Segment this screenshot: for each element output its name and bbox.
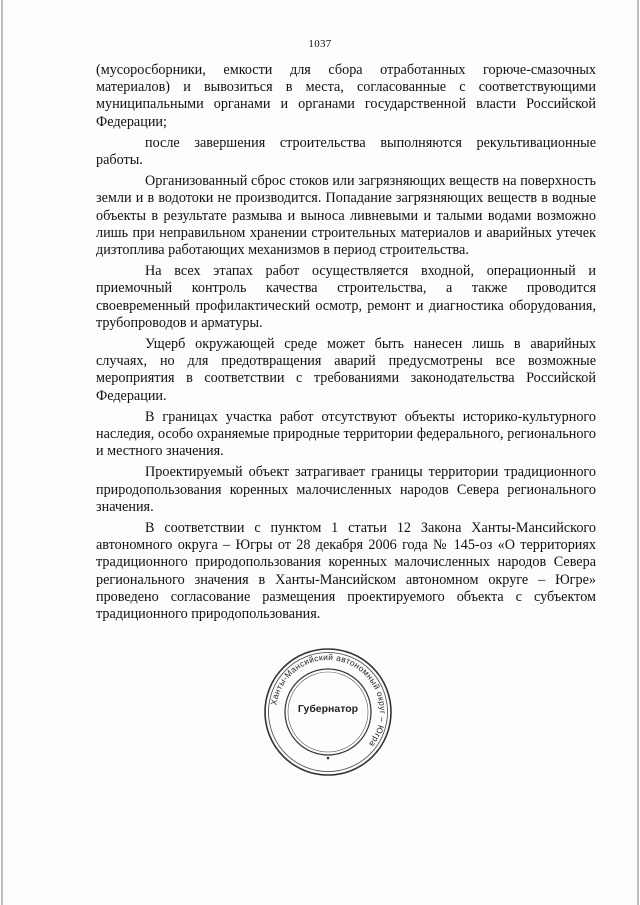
paragraph-6: В границах участка работ отсутствуют объекты историко-культурного наследия, особо охраняемые природные территории федерального, регионального и местного значения.: [96, 408, 596, 460]
seal-center-text: Губернатор: [297, 703, 359, 715]
document-body: [96, 62, 596, 627]
scan-edge-left: [1, 0, 3, 905]
seal-dot: [327, 757, 330, 760]
paragraph-4: На всех этапах работ осуществляется входной, операционный и приемочный контроль качества строительства, а также проводится своевременный профилактический осмотр, ремонт и диагностика оборудования, трубопроводов и арматуры.: [96, 263, 596, 331]
paragraph-1: (мусоросборники, емкости для сбора отработанных горюче-смазочных материалов) и вывозиться в места, согласованные с соответствующими муниципальными органами и органами государственной власти Российской Федерации;: [96, 62, 596, 130]
paragraph-2: после завершения строительства выполняются рекультивационные работы.: [96, 134, 596, 169]
paragraph-5: Ущерб окружающей среде может быть нанесен лишь в аварийных случаях, но для предотвращения аварий предусмотрены все возможные мероприятия в соответствии с требованиями законодательства Российской Федерации.: [96, 336, 596, 404]
paragraph-8: В соответствии с пунктом 1 статьи 12 Закона Ханты-Мансийского автономного округа – Югры от 28 декабря 2006 года № 145-оз «О территориях традиционного природопользования коренных малочисленных народов Севера регионального значения в Ханты-Мансийском автономном округе – Югре» проведено согласование размещения проектируемого объекта с субъектом традиционного природопользования.: [96, 520, 596, 623]
page-number: 1037: [308, 38, 332, 50]
seal-graphic: [262, 646, 394, 778]
scan-edge-right: [637, 0, 639, 905]
seal-ring-text: Ханты-Мансийский автономный округ – Югра: [268, 651, 389, 750]
paragraph-7: Проектируемый объект затрагивает границы территории традиционного природопользования коренных малочисленных народов Севера регионального значения.: [96, 464, 596, 515]
paragraph-3: Организованный сброс стоков или загрязняющих веществ на поверхность земли и в водотоки не производится. Попадание загрязняющих веществ в водные объекты в результате размыва и выноса ливневыми и талыми водами возможно лишь при неправильном хранении строительных материалов и аварийных утечек дизтоплива работающих механизмов в период строительства.: [96, 173, 596, 259]
official-seal: [262, 646, 394, 778]
